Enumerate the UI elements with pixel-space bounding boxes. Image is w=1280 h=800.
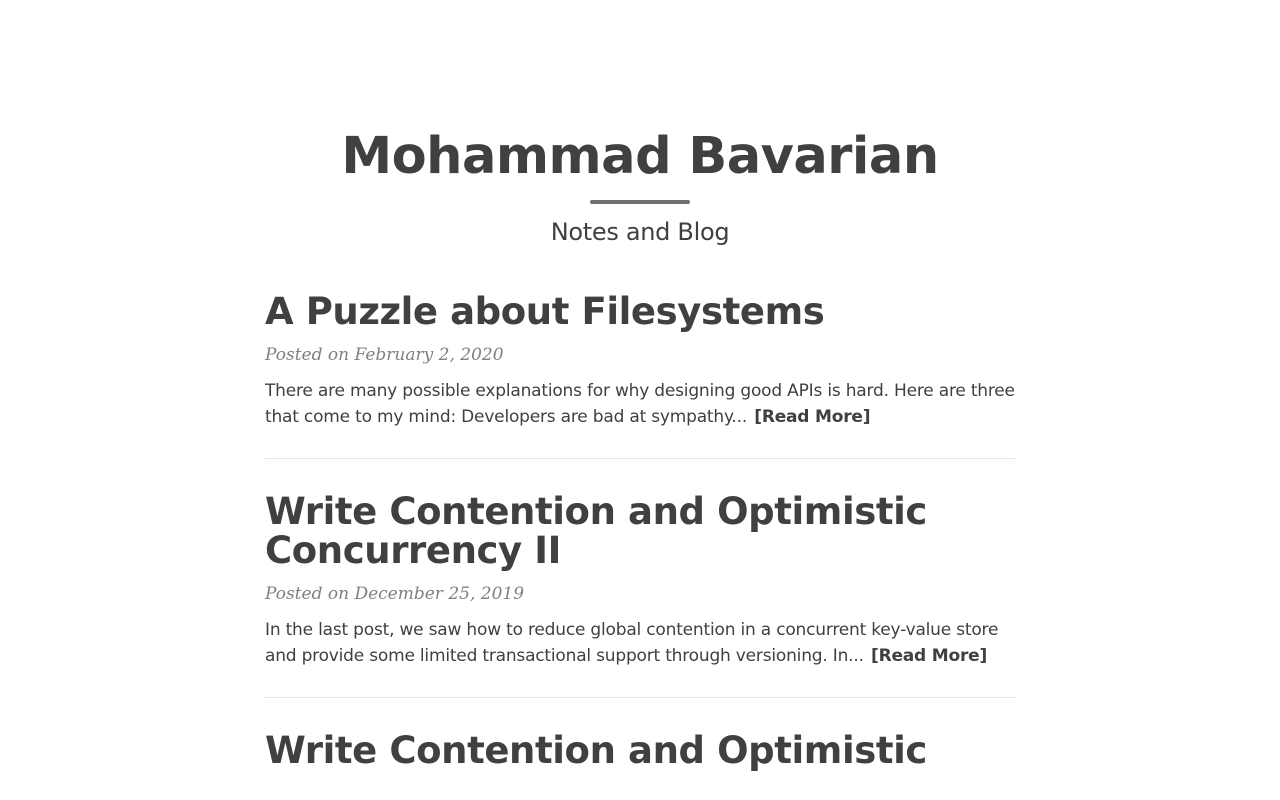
post-preview [265,731,1015,798]
post-title-link[interactable]: A Puzzle about Filesystems [265,290,825,333]
post-title [265,492,1015,570]
post-title [265,292,1015,331]
site-subtitle: Notes and Blog [550,218,730,246]
post-excerpt-text: There are many possible explanations for why designing good APIs is hard. Here are three that come to my mind: Developers are bad at sympathy... [265,381,1015,427]
post-list [265,246,1015,798]
post-preview [265,492,1015,698]
site-header [0,0,1280,246]
post-date: Posted on February 2, 2020 [265,345,504,365]
post-title-link[interactable]: Write Contention and Optimistic Concurrency II [265,490,927,572]
post-title [265,731,1015,770]
post-excerpt [265,378,1015,430]
title-divider [590,200,690,204]
post-excerpt-text: In the last post, we saw how to reduce global contention in a concurrent key-value store and provide some limited transactional support through versioning. In... [265,620,999,666]
post-title-link[interactable]: Write Contention and Optimistic [265,729,927,772]
read-more-link[interactable]: [Read More] [871,646,988,666]
read-more-link[interactable]: [Read More] [754,407,871,427]
post-date: Posted on December 25, 2019 [265,584,525,604]
site-title: Mohammad Bavarian [341,127,939,186]
post-preview [265,292,1015,459]
post-excerpt [265,617,1015,669]
